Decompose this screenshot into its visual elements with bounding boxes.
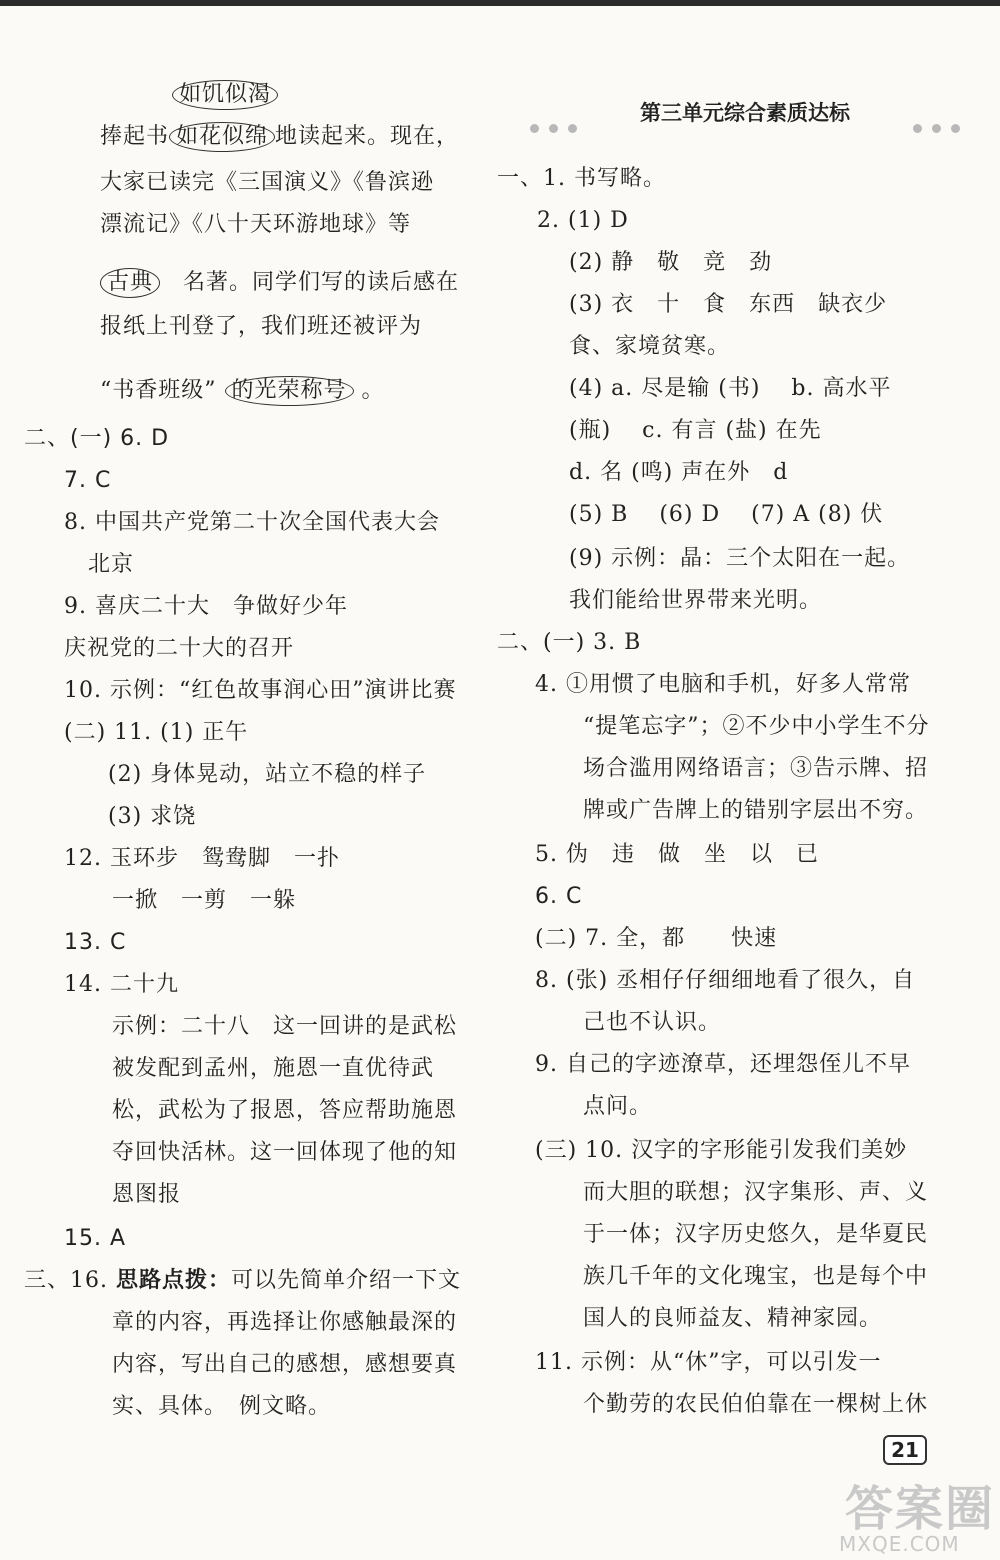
answer-line: 2. (1) D <box>537 208 629 233</box>
answer-line: 8. (张) 丞相仔仔细细地看了很久，自 <box>535 968 916 993</box>
answer-line: 11. 示例：从“休”字，可以引发一 <box>535 1350 882 1375</box>
answer-line: 国人的良师益友、精神家园。 <box>583 1306 883 1331</box>
answer-line: 14. 二十九 <box>64 972 179 997</box>
text-fragment: “书香班级” <box>100 378 217 403</box>
answer-line: 己也不认识。 <box>583 1010 722 1035</box>
text-line <box>100 122 459 152</box>
answer-line: 族几千年的文化瑰宝，也是每个中 <box>583 1264 929 1289</box>
answer-line: 15. A <box>64 1226 127 1251</box>
answer-line: 松，武松为了报恩，答应帮助施恩 <box>112 1098 458 1123</box>
answer-line: (三) 10. 汉字的字形能引发我们美妙 <box>535 1138 908 1163</box>
text-line: 报纸上刊登了，我们班还被评为 <box>100 314 423 339</box>
text-fragment: 三、16. <box>24 1268 108 1293</box>
answer-line: (3) 求饶 <box>108 804 197 829</box>
text-fragment: 地读起来。现在， <box>275 124 460 149</box>
answer-line: 6. C <box>535 884 583 909</box>
text-line: 大家已读完《三国演义》《鲁滨逊 <box>100 170 435 195</box>
answer-line: 而大胆的联想；汉字集形、声、义 <box>583 1180 929 1205</box>
answer-line: 实、具体。 例文略。 <box>112 1394 332 1419</box>
answer-line: (4) a. 尽是输 (书) b. 高水平 <box>569 376 892 401</box>
watermark-logo <box>835 1470 1000 1560</box>
answer-line: 我们能给世界带来光明。 <box>569 588 823 613</box>
answer-line: 9. 喜庆二十大 争做好少年 <box>64 594 348 619</box>
answer-line: (2) 静 敬 竞 劲 <box>569 250 773 275</box>
answer-line: 7. C <box>64 468 112 493</box>
answer-line: 二、(一) 6. D <box>24 426 170 451</box>
circled-phrase: 的光荣称号 <box>225 376 354 406</box>
answer-line: 一、1. 书写略。 <box>497 166 666 191</box>
answer-line: 10. 示例：“红色故事润心田”演讲比赛 <box>64 678 457 703</box>
answer-line: 于一体；汉字历史悠久，是华夏民 <box>583 1222 929 1247</box>
decorative-dots <box>908 109 965 143</box>
inserted-correction-oval: 如饥似渴 <box>172 80 278 110</box>
answer-line: 一掀 一剪 一躲 <box>112 888 297 913</box>
answer-line: 内容，写出自己的感想，感想要真 <box>112 1352 458 1377</box>
answer-line: 示例：二十八 这一回讲的是武松 <box>112 1014 458 1039</box>
watermark-site-text: MXQE.COM <box>839 1532 960 1556</box>
answer-line: (瓶) c. 有言 (盐) 在先 <box>569 418 822 443</box>
answer-line: (二) 7. 全，都 快速 <box>535 926 778 951</box>
circled-word: 古典 <box>100 268 160 298</box>
answer-line: (2) 身体晃动，站立不稳的样子 <box>108 762 427 787</box>
answer-line: 庆祝党的二十大的召开 <box>64 636 295 661</box>
section-title: 第三单元综合素质达标 <box>640 101 850 125</box>
answer-line: “提笔忘字”；②不少中小学生不分 <box>583 714 930 739</box>
answer-line: 章的内容，再选择让你感触最深的 <box>112 1310 458 1335</box>
hint-label: 思路点拨： <box>116 1268 232 1293</box>
answer-line: 恩图报 <box>112 1182 182 1207</box>
text-fragment: 可以先简单介绍一下文 <box>231 1268 462 1293</box>
answer-line: 个勤劳的农民伯伯靠在一棵树上休 <box>583 1392 929 1417</box>
text-line <box>100 268 459 298</box>
top-edge-bar <box>0 0 1000 6</box>
text-fragment: 捧起书 <box>100 124 170 149</box>
decorative-dots <box>525 109 582 143</box>
answer-line: 被发配到孟州，施恩一直优待武 <box>112 1056 435 1081</box>
page-number: 21 <box>883 1435 927 1465</box>
text-line <box>100 376 385 406</box>
text-fragment: 名著。同学们写的读后感在 <box>183 270 460 295</box>
answer-line: 场合滥用网络语言；③告示牌、招 <box>583 756 929 781</box>
answer-line: 牌或广告牌上的错别字层出不穷。 <box>583 798 929 823</box>
answer-line: d. 名 (鸣) 声在外 d <box>569 460 789 485</box>
answer-line: 13. C <box>64 930 127 955</box>
watermark-logo-text: 答案圈 <box>845 1481 996 1537</box>
answer-line: 12. 玉环步 鸳鸯脚 一扑 <box>64 846 340 871</box>
answer-line <box>24 1266 461 1296</box>
answer-line: 4. ①用惯了电脑和手机，好多人常常 <box>535 672 911 697</box>
text-fragment: 。 <box>361 378 385 403</box>
text-line: 漂流记》《八十天环游地球》等 <box>100 212 412 237</box>
answer-line: 5. 伪 违 做 坐 以 已 <box>535 842 819 867</box>
circled-phrase: 如花似绵 <box>169 122 275 152</box>
answer-line: 北京 <box>88 552 135 577</box>
answer-line: 点问。 <box>583 1094 653 1119</box>
answer-line: (3) 衣 十 食 东西 缺衣少 <box>569 292 888 317</box>
answer-line: (二) 11. (1) 正午 <box>64 720 249 745</box>
answer-line: 9. 自己的字迹潦草，还埋怨侄儿不早 <box>535 1052 911 1077</box>
answer-line: 夺回快活林。这一回体现了他的知 <box>112 1140 458 1165</box>
section-header <box>525 96 965 130</box>
answer-line: 8. 中国共产党第二十次全国代表大会 <box>64 510 440 535</box>
answer-line: (5) B (6) D (7) A (8) 伏 <box>569 502 884 527</box>
answer-line: (9) 示例：晶：三个太阳在一起。 <box>569 546 911 571</box>
answer-line: 食、家境贫寒。 <box>569 334 731 359</box>
answer-line: 二、(一) 3. B <box>497 630 642 655</box>
